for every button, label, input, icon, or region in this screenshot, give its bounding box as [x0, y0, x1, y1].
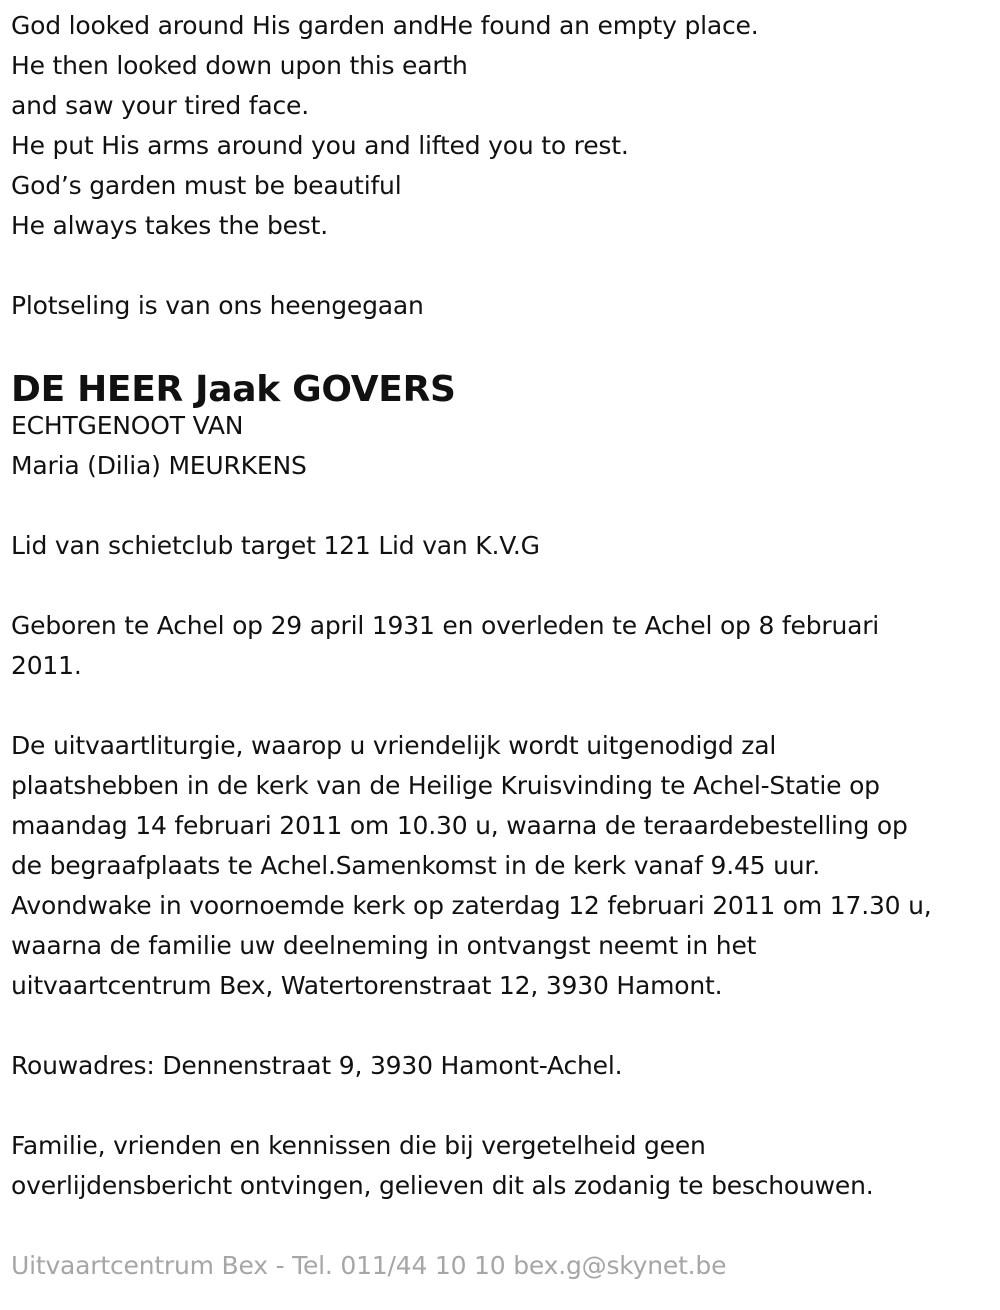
poem-line: and saw your tired face. [11, 91, 309, 120]
deceased-name: DE HEER Jaak GOVERS [11, 369, 456, 410]
paragraph-line: maandag 14 februari 2011 om 10.30 u, waarna de teraardebestelling op [11, 811, 908, 840]
paragraph-line: Geboren te Achel op 29 april 1931 en overleden te Achel op 8 februari [11, 611, 880, 640]
spacer [11, 486, 1000, 526]
birth-death-paragraph [11, 606, 1000, 686]
funeral-paragraph [11, 726, 1000, 1006]
poem-line: He then looked down upon this earth [11, 51, 468, 80]
paragraph-line: uitvaartcentrum Bex, Watertorenstraat 12, 3930 Hamont. [11, 971, 723, 1000]
spacer [11, 686, 1000, 726]
spacer [11, 1206, 1000, 1246]
membership-text: Lid van schietclub target 121 Lid van K.V.G [11, 531, 540, 560]
poem-line: God looked around His garden andHe found an empty place. [11, 11, 759, 40]
spacer [11, 1086, 1000, 1126]
paragraph-line: De uitvaartliturgie, waarop u vriendelijk wordt uitgenodigd zal [11, 731, 777, 760]
paragraph-line: overlijdensbericht ontvingen, gelieven dit als zodanig te beschouwen. [11, 1171, 874, 1200]
paragraph-line: Familie, vrienden en kennissen die bij vergetelheid geen [11, 1131, 706, 1160]
spacer [11, 1006, 1000, 1046]
poem-line: He always takes the best. [11, 211, 328, 240]
notice-paragraph [11, 1126, 1000, 1206]
poem-line: God’s garden must be beautiful [11, 171, 402, 200]
paragraph-line: de begraafplaats te Achel.Samenkomst in de kerk vanaf 9.45 uur. [11, 851, 820, 880]
paragraph-line: Avondwake in voornoemde kerk op zaterdag 12 februari 2011 om 17.30 u, [11, 891, 932, 920]
paragraph-line: plaatshebben in de kerk van de Heilige Kruisvinding te Achel-Statie op [11, 771, 880, 800]
paragraph-line: waarna de familie uw deelneming in ontvangst neemt in het [11, 931, 757, 960]
poem-line: He put His arms around you and lifted you to rest. [11, 131, 629, 160]
spouse-name: Maria (Dilia) MEURKENS [11, 451, 307, 480]
relation-label: ECHTGENOOT VAN [11, 411, 244, 440]
spacer [11, 566, 1000, 606]
mourning-address: Rouwadres: Dennenstraat 9, 3930 Hamont-Achel. [11, 1051, 623, 1080]
spacer [11, 246, 1000, 286]
deceased-block [11, 366, 1000, 486]
paragraph-line: 2011. [11, 651, 82, 680]
funeral-home-footer: Uitvaartcentrum Bex - Tel. 011/44 10 10 bex.g@skynet.be [11, 1251, 727, 1280]
poem [11, 6, 1000, 246]
intro-text: Plotseling is van ons heengegaan [11, 291, 424, 320]
spacer [11, 326, 1000, 366]
